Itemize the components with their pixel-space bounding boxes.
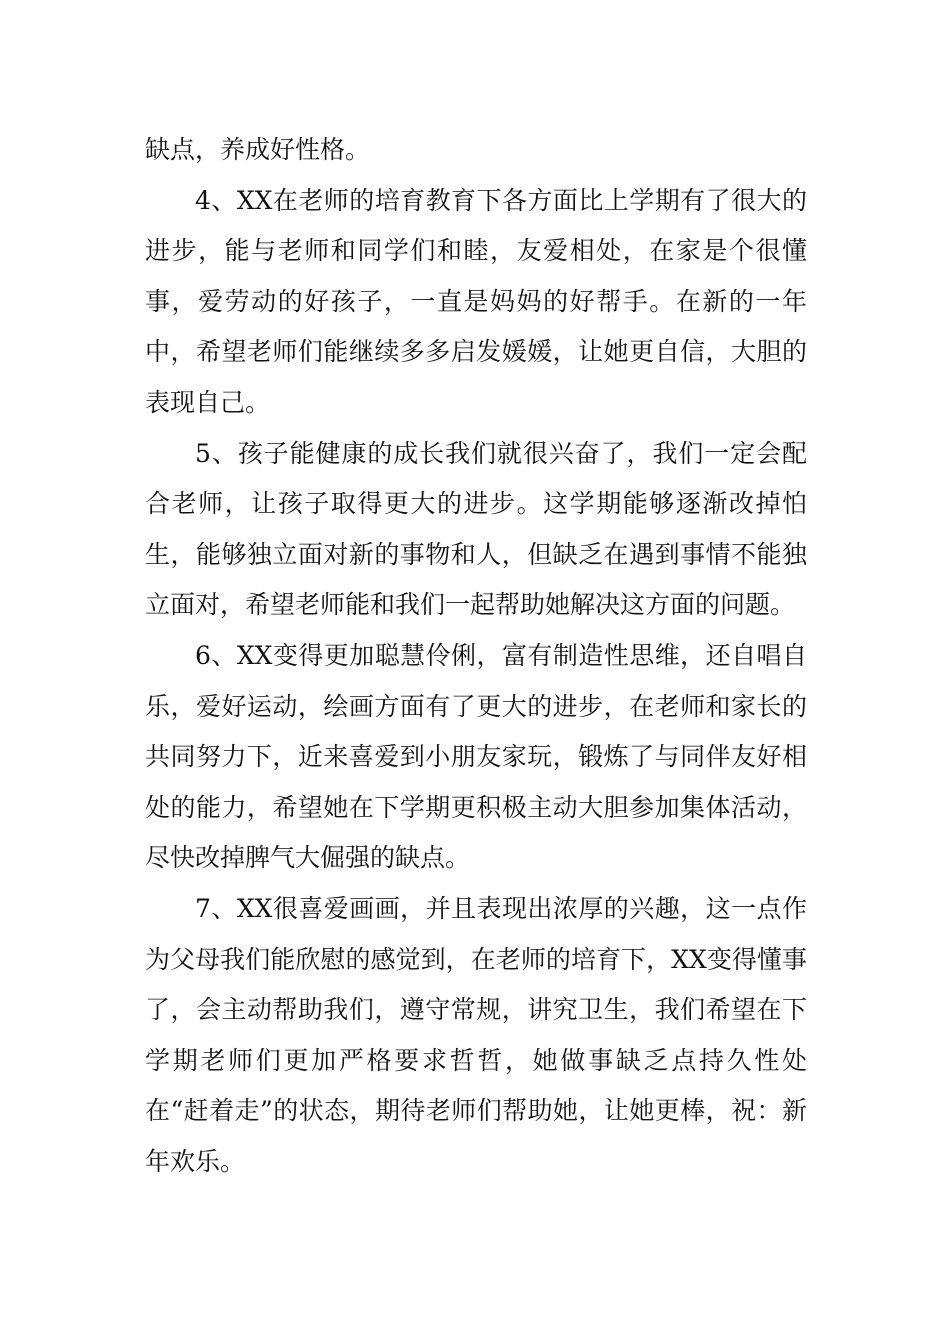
paragraph-item-7: 7、XX很喜爱画画，并且表现出浓厚的兴趣，这一点作为父母我们能欣慰的感觉到，在老师的培育下，XX变得懂事了，会主动帮助我们，遵守常规，讲究卫生，我们希望在下学期老师们更加严格要求哲哲，她做事缺乏点持久性处在“赶着走”的状态，期待老师们帮助她，让她更棒，祝：新年欢乐。 bbox=[145, 893, 807, 1176]
paragraph-continuation: 缺点，养成好性格。 bbox=[145, 135, 371, 164]
paragraph-item-4: 4、XX在老师的培育教育下各方面比上学期有了很大的进步，能与老师和同学们和睦，友爱相处，在家是个很懂事，爱劳动的好孩子，一直是妈妈的好帮手。在新的一年中，希望老师们能继续多多启发媛媛，让她更自信，大胆的表现自己。 bbox=[145, 185, 807, 417]
paragraph-item-5: 5、孩子能健康的成长我们就很兴奋了，我们一定会配合老师，让孩子取得更大的进步。这学期能够逐渐改掉怕生，能够独立面对新的事物和人，但缺乏在遇到事情不能独立面对，希望老师能和我们一起帮助她解决这方面的问题。 bbox=[145, 438, 807, 620]
paragraph-item-6: 6、XX变得更加聪慧伶俐，富有制造性思维，还自唱自乐，爱好运动，绘画方面有了更大的进步，在老师和家长的共同努力下，近来喜爱到小朋友家玩，锻炼了与同伴友好相处的能力，希望她在下学期更积极主动大胆参加集体活动，尽快改掉脾气大倔强的缺点。 bbox=[145, 640, 807, 873]
document-body bbox=[145, 125, 807, 1187]
